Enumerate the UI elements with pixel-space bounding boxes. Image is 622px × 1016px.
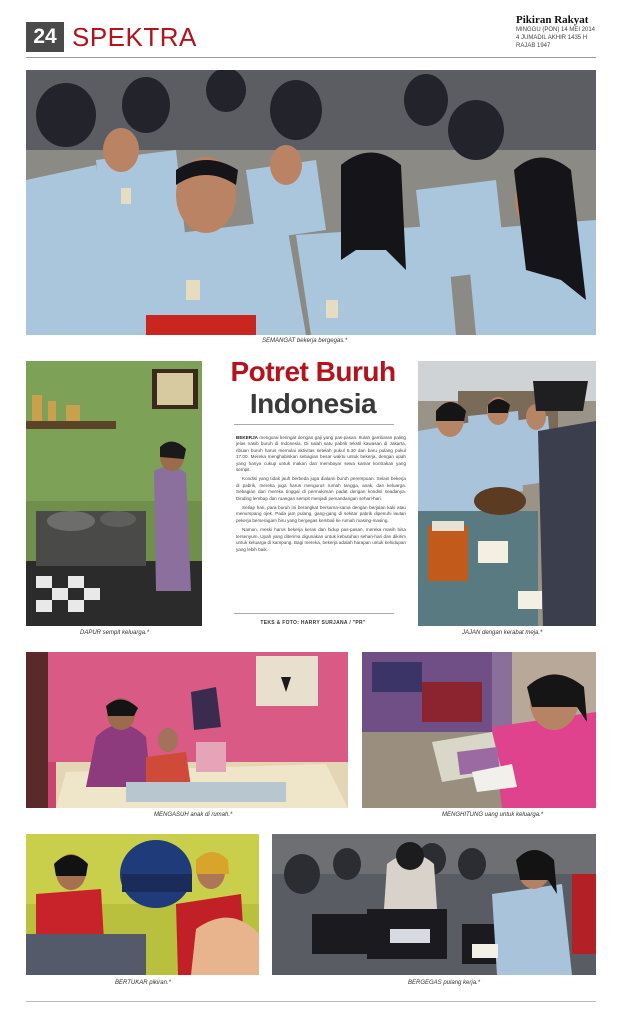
article-paragraph (236, 505, 406, 524)
section-title: SPEKTRA (72, 22, 197, 52)
photo-motorbikes (272, 834, 596, 975)
dateline-3: RAJAB 1947 (516, 43, 551, 49)
paragraph-text: Setiap hari, para buruh ini berangkat bersama-sama dengan berjalan kaki atau menumpang ojek. Pada jam pulang, gang-gang di sekitar pabrik dipenuhi lautan pekerja berseragam biru yang bergegas kembali ke rumah masing-masing. (236, 505, 406, 523)
caption-1: SEMANGAT bekerja bergegas.* (262, 338, 348, 344)
paragraph-text: mengurai keringat dengan gaji yang pas-pasan. Itulah gambaran paling jelas nasib buruh di Indonesia. Di salah satu pabrik tekstil kawasan di Jakarta, ribuan buruh harus memulai aktivitas setelah pukul 6.30 dan baru pulang pukul 17.00. Mereka menghabiskan sebagian besar waktu untuk bekerja, dengan upah yang hanya cukup untuk makan dan membayar sewa kamar kontrakan yang sempit. (236, 435, 406, 473)
caption-2: DAPUR sempit keluarga.* (80, 630, 150, 636)
byline-divider (234, 613, 394, 614)
paragraph-text: Kondisi yang tidak jauh berbeda juga dialami buruh perempuan. Selain bekerja di pabrik, mereka juga harus mengurus rumah tangga, anak, dan keluarga. Sebagian dari mereka tinggal di permukiman padat dengan kondisi seadanya. Dinding lembap dan ruangan sempit menjadi pemandangan sehari-hari. (236, 476, 406, 501)
photo-women-red (26, 834, 259, 975)
photo-counting-money (362, 652, 596, 808)
dateline-2: 4 JUMADIL AKHIR 1435 H (516, 35, 588, 41)
photo-workers-crowd (26, 70, 596, 335)
header-divider (26, 57, 596, 58)
caption-3: JAJAN dengan kerabat meja.* (462, 630, 543, 636)
article-title-line-1: Potret Buruh (230, 356, 396, 387)
title-divider (234, 424, 394, 425)
photo-kitchen (26, 361, 202, 626)
article-paragraph (236, 476, 406, 502)
article-body (236, 435, 406, 556)
caption-6: BERTUKAR pikiran.* (115, 980, 171, 986)
paragraph-lead: BEKERJA (236, 435, 258, 440)
photo-street-vendor (418, 361, 596, 626)
caption-4: MENGASUH anak di rumah.* (154, 812, 233, 818)
masthead (516, 14, 596, 50)
paragraph-text: Namun, meski harus bekerja keras dan hidup pas-pasan, mereka masih bisa tersenyum. Upah yang diterima digunakan untuk kebutuhan sehari-hari dan dikirim untuk keluarga di kampung. Bagi mereka, bekerja adalah harapan untuk kehidupan yang lebih baik. (236, 527, 406, 552)
paper-name: Pikiran Rakyat (516, 14, 589, 26)
dateline-1: MINGGU (PON) 14 MEI 2014 (516, 27, 596, 33)
article-title-line-2: Indonesia (249, 388, 377, 419)
article-paragraph (236, 435, 406, 473)
footer-divider (26, 1001, 596, 1002)
byline: TEKS & FOTO: HARRY SURJANA / "PR" (260, 620, 366, 626)
photo-pink-room (26, 652, 348, 808)
article-paragraph (236, 527, 406, 553)
page-number: 24 (26, 22, 64, 52)
caption-5: MENGHITUNG uang untuk keluarga.* (442, 812, 544, 818)
caption-7: BERGEGAS pulang kerja.* (408, 980, 481, 986)
